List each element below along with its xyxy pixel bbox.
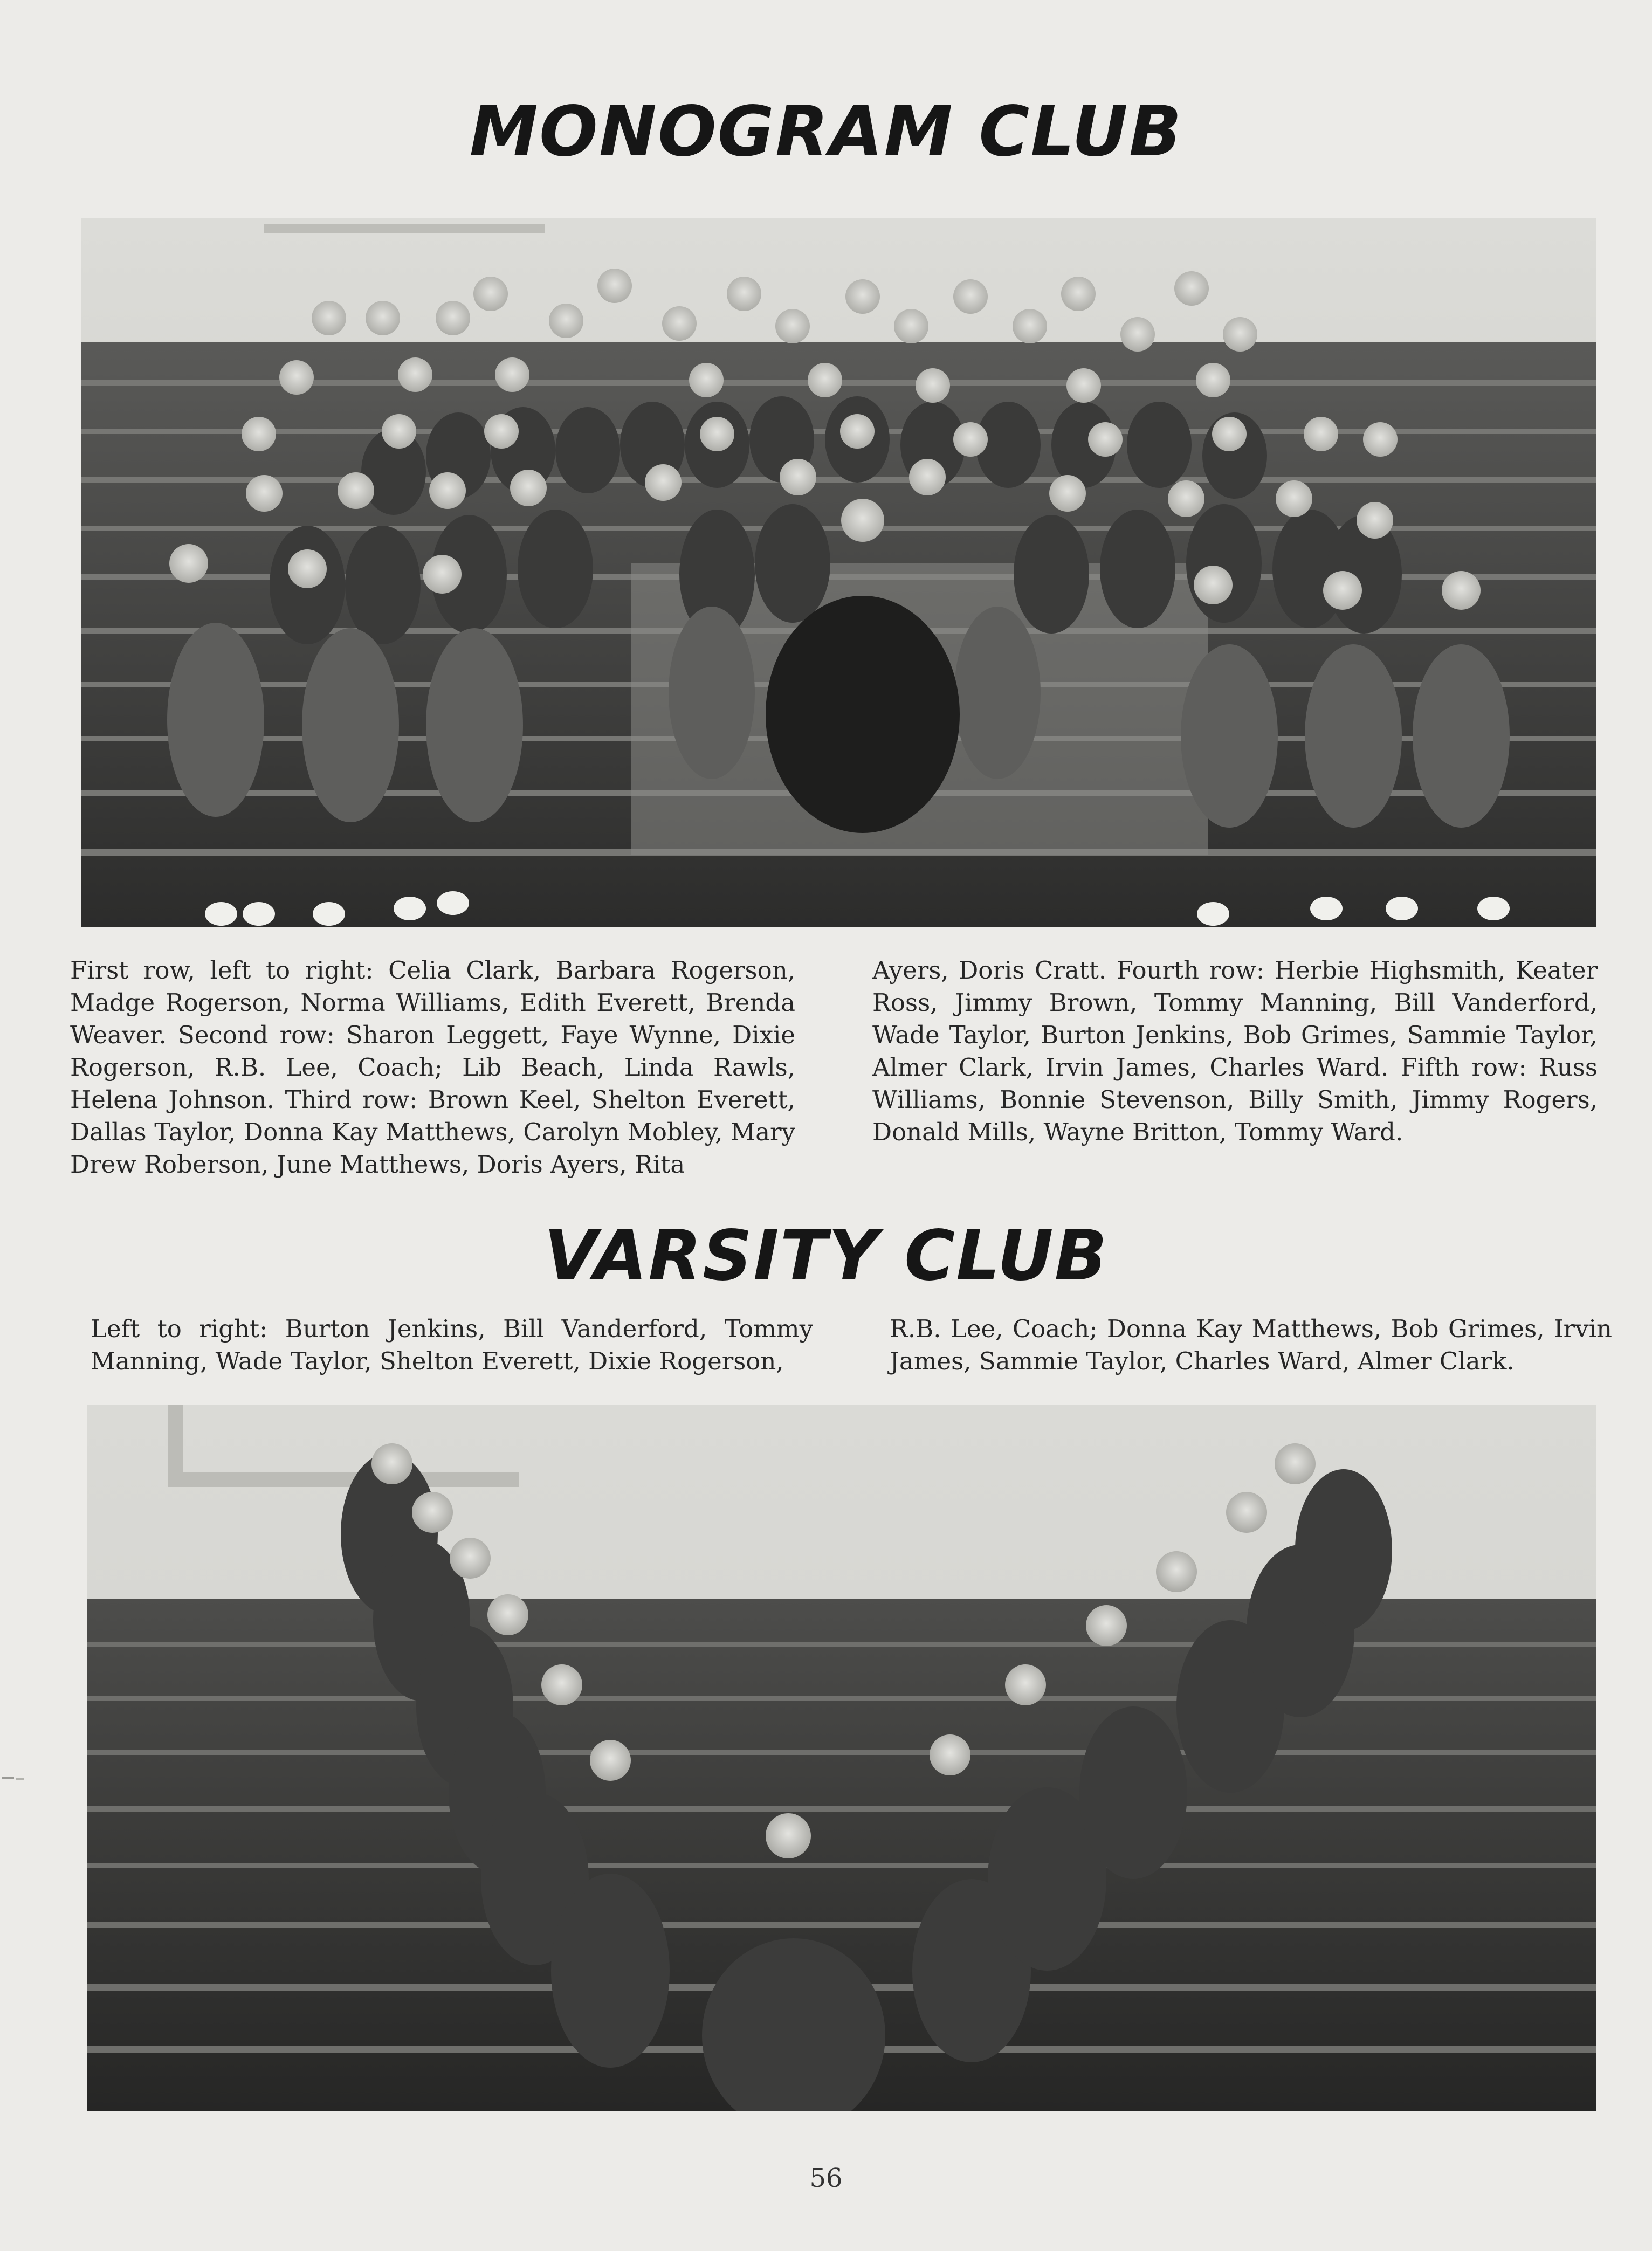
page-number: 56	[809, 2163, 843, 2193]
varsity-caption-right: R.B. Lee, Coach; Donna Kay Matthews, Bob Grimes, Irvin James, Sammie Taylor, Charles Ward, Almer Clark.	[890, 1314, 1612, 1375]
varsity-club-title: VARSITY CLUB	[543, 1216, 1109, 1296]
monogram-caption-right: Ayers, Doris Cratt. Fourth row: Herbie Highsmith, Keater Ross, Jimmy Brown, Tommy Manning, Bill Vanderford, Wade Taylor, Burton Jenkins, Bob Grimes, Sammie Taylor, Almer Clark, Irvin James, Charles Ward. Fifth row: Russ Williams, Bonnie Stevenson, Billy Smith, Jimmy Rogers, Donald Mills, Wayne Britton, Tommy Ward.	[872, 956, 1598, 1146]
monogram-club-title: MONOGRAM CLUB	[469, 92, 1183, 172]
monogram-club-group-photo	[81, 218, 1596, 927]
varsity-caption-left: Left to right: Burton Jenkins, Bill Vanderford, Tommy Manning, Wade Taylor, Shelton Everett, Dixie Rogerson,	[91, 1314, 813, 1375]
margin-smudge	[0, 1774, 32, 1784]
monogram-caption-left: First row, left to right: Celia Clark, Barbara Rogerson, Madge Rogerson, Norma Williams, Edith Everett, Brenda Weaver. Second row: Sharon Leggett, Faye Wynne, Dixie Rogerson, R.B. Lee, Coach; Lib Beach, Linda Rawls, Helena Johnson. Third row: Brown Keel, Shelton Everett, Dallas Taylor, Donna Kay Matthews, Carolyn Mobley, Mary Drew Roberson, June Matthews, Doris Ayers, Rita	[70, 956, 795, 1179]
varsity-club-group-photo	[87, 1405, 1596, 2111]
